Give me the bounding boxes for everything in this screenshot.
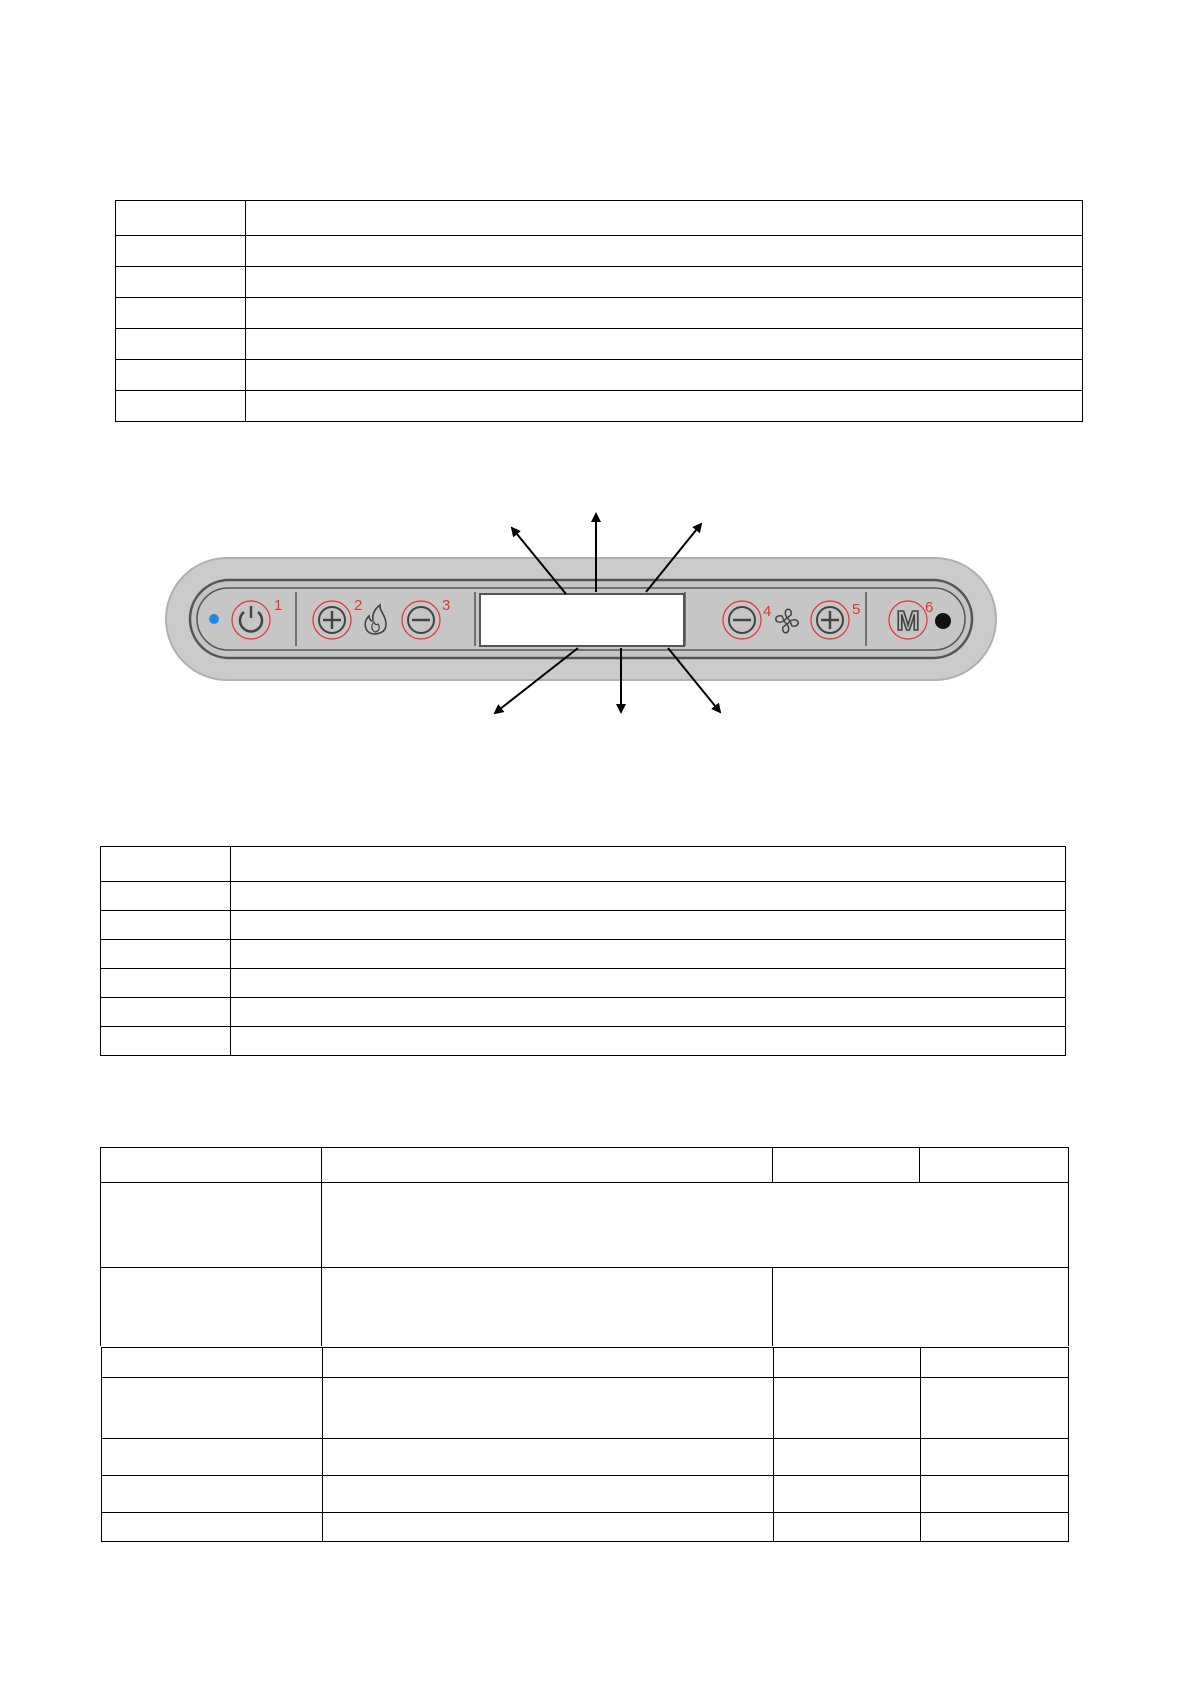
table-1	[115, 200, 1083, 422]
table-row	[102, 1476, 1069, 1513]
table-row	[101, 969, 1066, 998]
table-row	[102, 1439, 1069, 1476]
table-cell	[102, 1378, 323, 1439]
table-cell	[322, 1148, 773, 1183]
plus-icon	[319, 607, 345, 633]
table-row	[116, 201, 1083, 236]
table-cell	[246, 391, 1083, 422]
table-cell	[323, 1513, 774, 1542]
table-row	[101, 1268, 1069, 1347]
table-cell	[774, 1348, 921, 1378]
plus-icon	[817, 607, 843, 633]
table-cell	[116, 201, 246, 236]
table-cell	[323, 1476, 774, 1513]
minus-icon	[729, 607, 755, 633]
table-cell	[101, 940, 231, 969]
table-cell	[774, 1476, 921, 1513]
button-number: 2	[354, 597, 363, 614]
table-row	[101, 1027, 1066, 1056]
table-cell	[231, 998, 1066, 1027]
control-panel-diagram	[160, 500, 1020, 730]
table-row	[101, 882, 1066, 911]
sensor-dot	[935, 613, 951, 629]
table-cell	[773, 1148, 920, 1183]
table-cell	[774, 1513, 921, 1542]
table-cell	[116, 236, 246, 267]
table-3	[100, 1147, 1069, 1346]
table-cell	[921, 1439, 1069, 1476]
table-cell	[921, 1378, 1069, 1439]
table-cell	[773, 1268, 1069, 1347]
indicator-light	[209, 614, 219, 624]
table-row	[102, 1348, 1069, 1378]
table-cell	[231, 969, 1066, 998]
table-cell	[323, 1378, 774, 1439]
table-cell	[116, 360, 246, 391]
table-cell	[116, 391, 246, 422]
table-cell	[774, 1439, 921, 1476]
table-4	[101, 1347, 1069, 1542]
button-number: 6	[925, 599, 934, 616]
table-cell	[246, 360, 1083, 391]
table-cell	[246, 201, 1083, 236]
table-row	[101, 940, 1066, 969]
table-row	[116, 236, 1083, 267]
table-row	[102, 1513, 1069, 1542]
table-row	[101, 1183, 1069, 1268]
table-cell	[116, 298, 246, 329]
table-cell	[231, 1027, 1066, 1056]
table-cell	[246, 267, 1083, 298]
table-cell	[101, 1183, 322, 1268]
table-cell	[101, 1268, 322, 1347]
table-2	[100, 846, 1066, 1056]
button-number: 3	[442, 597, 451, 614]
table-row	[116, 360, 1083, 391]
table-row	[116, 298, 1083, 329]
table-cell	[322, 1268, 773, 1347]
table-cell	[231, 847, 1066, 882]
button-number: 5	[852, 601, 861, 618]
table-cell	[323, 1348, 774, 1378]
table-cell	[246, 329, 1083, 360]
table-cell	[231, 911, 1066, 940]
table-row	[101, 1148, 1069, 1183]
table-cell	[774, 1378, 921, 1439]
table-row	[116, 391, 1083, 422]
table-cell	[101, 882, 231, 911]
table-cell	[921, 1513, 1069, 1542]
table-cell	[102, 1513, 323, 1542]
table-cell	[102, 1348, 323, 1378]
m-icon: M	[896, 605, 920, 636]
table-cell	[116, 329, 246, 360]
table-row	[101, 911, 1066, 940]
table-cell	[101, 1148, 322, 1183]
table-cell	[101, 847, 231, 882]
table-cell	[920, 1148, 1069, 1183]
minus-icon	[408, 607, 434, 633]
table-row	[116, 329, 1083, 360]
display-window	[480, 594, 684, 646]
table-cell	[231, 940, 1066, 969]
button-number: 1	[274, 597, 283, 614]
table-cell	[101, 969, 231, 998]
table-row	[101, 998, 1066, 1027]
table-cell	[322, 1183, 1069, 1268]
table-row	[102, 1378, 1069, 1439]
table-cell	[102, 1439, 323, 1476]
table-cell	[921, 1476, 1069, 1513]
table-row	[101, 847, 1066, 882]
table-cell	[116, 267, 246, 298]
table-cell	[921, 1348, 1069, 1378]
table-cell	[101, 998, 231, 1027]
table-cell	[231, 882, 1066, 911]
table-cell	[101, 911, 231, 940]
table-row	[116, 267, 1083, 298]
table-cell	[101, 1027, 231, 1056]
button-number: 4	[763, 603, 772, 620]
table-cell	[102, 1476, 323, 1513]
table-cell	[246, 298, 1083, 329]
table-cell	[323, 1439, 774, 1476]
table-cell	[246, 236, 1083, 267]
